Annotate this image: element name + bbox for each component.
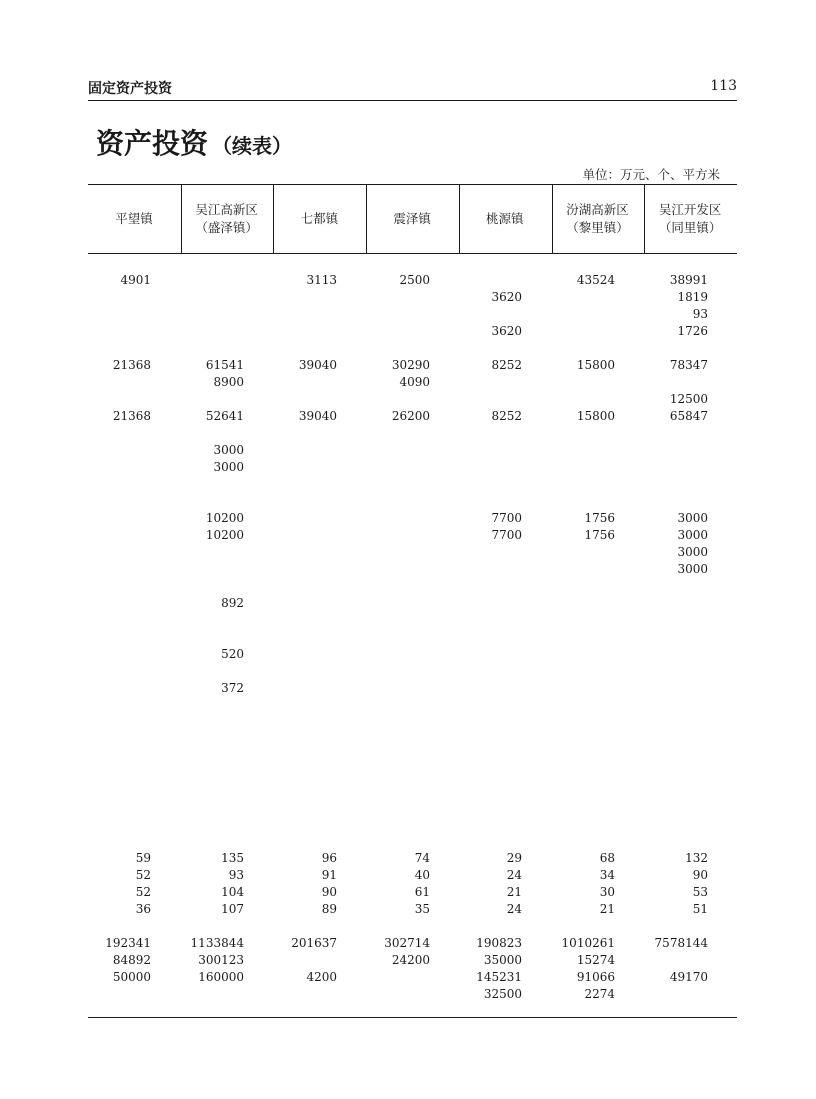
table-cell: 302714 [384,936,430,950]
table-cell: 68 [599,851,615,865]
page-subtitle: （续表） [212,134,293,158]
table-cell: 65847 [669,409,708,423]
table-cell: 90 [321,885,337,899]
running-head [88,76,737,100]
table-cell: 520 [221,647,244,661]
table-cell: 8252 [491,409,522,423]
table-cell: 53 [692,885,708,899]
table-cell: 21368 [112,358,151,372]
column-header [88,192,180,246]
table-cell: 24 [506,868,522,882]
table-bottom-rule [88,1017,737,1018]
table-cell: 59 [135,851,151,865]
column-header-line1: 平望镇 [115,211,153,226]
table-cell: 78347 [669,358,708,372]
table-cell: 3000 [677,545,708,559]
table-cell: 3000 [677,511,708,525]
table-cell: 15800 [576,409,615,423]
table-top-rule [88,184,737,185]
table-cell: 300123 [198,953,244,967]
table-cell: 35 [414,902,430,916]
column-header-line1: 七都镇 [300,211,339,226]
table-cell: 26200 [391,409,430,423]
column-header-line2: （黎里镇） [566,220,629,235]
table-cell: 132 [685,851,708,865]
column-header [552,192,644,246]
table-cell: 8900 [213,375,244,389]
table-cell: 1010261 [561,936,615,950]
table-cell: 8252 [491,358,522,372]
table-cell: 24200 [391,953,430,967]
table-cell: 43524 [576,273,615,287]
column-header-line1: 吴江开发区 [658,202,722,217]
column-header [181,192,273,246]
table-cell: 15800 [576,358,615,372]
table-cell: 93 [692,307,708,321]
table-cell: 84892 [112,953,151,967]
table-cell: 892 [221,596,244,610]
table-cell: 1819 [677,290,708,304]
column-header-line2: （同里镇） [658,220,722,235]
table-cell: 3620 [491,324,522,338]
column-header-line1: 吴江高新区 [195,202,258,217]
table-cell: 4090 [399,375,430,389]
table-cell: 49170 [669,970,708,984]
table-cell: 3000 [677,528,708,542]
column-header-line1: 桃源镇 [486,211,524,226]
table-cell: 4901 [120,273,151,287]
table-cell: 29 [506,851,522,865]
table-cell: 74 [414,851,430,865]
column-header [273,192,365,246]
table-cell: 40 [414,868,430,882]
table-cell: 1726 [677,324,708,338]
table-cell: 12500 [669,392,708,406]
table-cell: 61 [414,885,430,899]
table-cell: 160000 [198,970,244,984]
table-cell: 107 [221,902,244,916]
table-cell: 145231 [476,970,522,984]
table-cell: 34 [599,868,615,882]
table-cell: 3000 [213,460,244,474]
table-cell: 104 [221,885,244,899]
table-cell: 190823 [476,936,522,950]
table-cell: 91 [321,868,337,882]
table-cell: 39040 [298,358,337,372]
table-cell: 7578144 [654,936,708,950]
table-cell: 1133844 [190,936,244,950]
column-header [459,192,551,246]
table-cell: 3113 [306,273,337,287]
table-cell: 93 [228,868,244,882]
table-cell: 1756 [584,528,615,542]
table-cell: 51 [692,902,708,916]
column-header [644,192,736,246]
table-cell: 96 [321,851,337,865]
table-cell: 52 [135,885,151,899]
column-header-line2: （盛泽镇） [195,220,258,235]
running-head-title: 固定资产投资 [88,81,172,97]
table-cell: 3000 [213,443,244,457]
title-block [96,122,292,162]
table-cell: 3000 [677,562,708,576]
running-head-rule [88,100,737,101]
table-cell: 10200 [205,511,244,525]
table-cell: 192341 [105,936,151,950]
table-cell: 89 [321,902,337,916]
table-cell: 201637 [291,936,337,950]
data-table [88,184,737,1019]
column-header [366,192,458,246]
table-cell: 1756 [584,511,615,525]
table-cell: 21 [506,885,522,899]
unit-note: 单位：万元、个、平方米 [582,167,720,182]
table-cell: 2274 [584,987,615,1001]
column-header-line1: 汾湖高新区 [566,202,629,217]
table-cell: 36 [135,902,151,916]
page-number: 113 [710,78,737,94]
column-header-line1: 震泽镇 [393,211,431,226]
table-cell: 2500 [399,273,430,287]
table-cell: 32500 [483,987,522,1001]
table-cell: 52 [135,868,151,882]
table-cell: 52641 [205,409,244,423]
page-title: 资产投资 [96,127,209,160]
table-cell: 90 [692,868,708,882]
table-cell: 7700 [491,528,522,542]
table-cell: 61541 [205,358,244,372]
table-cell: 50000 [112,970,151,984]
table-cell: 4200 [306,970,337,984]
table-cell: 372 [221,681,244,695]
table-cell: 38991 [669,273,708,287]
table-cell: 39040 [298,409,337,423]
table-cell: 91066 [576,970,615,984]
table-cell: 10200 [205,528,244,542]
table-cell: 7700 [491,511,522,525]
table-cell: 30 [599,885,615,899]
table-cell: 21 [599,902,615,916]
table-cell: 35000 [483,953,522,967]
table-cell: 30290 [391,358,430,372]
table-header-rule [88,253,737,254]
table-cell: 24 [506,902,522,916]
table-cell: 3620 [491,290,522,304]
table-cell: 15274 [576,953,615,967]
table-cell: 21368 [112,409,151,423]
table-cell: 135 [221,851,244,865]
